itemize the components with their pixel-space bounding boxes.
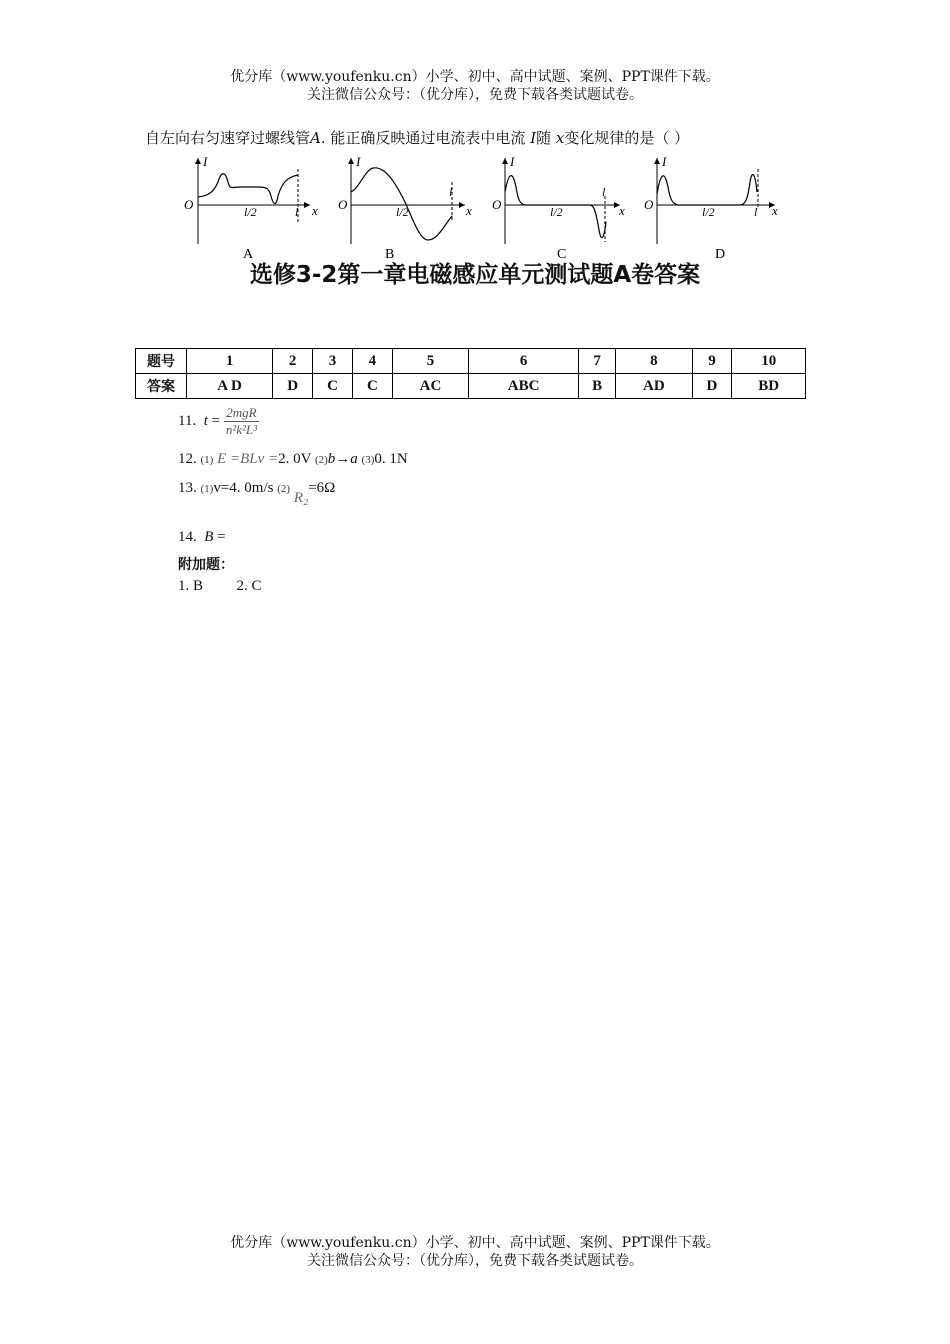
header-line-1: 优分库（www.youfenku.cn）小学、初中、高中试题、案例、PPT课件下载。 xyxy=(230,69,720,85)
q12-equation: E =BLv = xyxy=(217,451,279,467)
q12-part1: (1) xyxy=(200,454,214,466)
row-header-number: 题号 xyxy=(136,349,187,374)
graph-a xyxy=(184,154,318,262)
var-x: x xyxy=(555,129,565,147)
footer-line-1: 优分库（www.youfenku.cn）小学、初中、高中试题、案例、PPT课件下载。 xyxy=(230,1235,720,1251)
graph-a-label: A xyxy=(243,247,254,262)
q14-var: B xyxy=(204,529,214,545)
table-row xyxy=(136,374,806,399)
table-cell: D xyxy=(273,374,313,399)
graph-b-y-label: I xyxy=(356,154,361,169)
graph-c-half: l/2 xyxy=(550,205,563,219)
q13-part2: (2) xyxy=(277,483,291,495)
q11-fraction xyxy=(224,405,259,438)
graph-a-x-label: x xyxy=(312,203,318,218)
graph-d-y-label: I xyxy=(662,154,667,169)
page-title: 选修3-2第一章电磁感应单元测试题A卷答案 xyxy=(249,262,701,288)
table-cell: B xyxy=(579,374,616,399)
q13-label: 13. xyxy=(178,480,197,496)
question-prefix: 自左向右匀速穿过螺线管 xyxy=(145,129,311,147)
graph-c-label: C xyxy=(557,247,567,262)
table-cell: BD xyxy=(732,374,806,399)
table-cell: ABC xyxy=(469,374,579,399)
q13-resistor: R₂ xyxy=(293,490,309,506)
graph-b-x-label: x xyxy=(466,203,472,218)
answer-11 xyxy=(178,405,259,438)
graph-a-origin: O xyxy=(184,197,194,212)
q13-velocity: v=4. 0m/s xyxy=(213,480,274,496)
question-suffix: 变化规律的是（ ） xyxy=(564,129,690,147)
page-header xyxy=(0,68,950,104)
table-cell: C xyxy=(352,374,392,399)
var-a: A xyxy=(310,129,321,147)
extra-title: 附加题： xyxy=(178,557,234,573)
table-cell: 3 xyxy=(313,349,353,374)
extra-answer-2: 2. C xyxy=(236,578,262,594)
graph-c-end: l xyxy=(602,185,606,199)
footer-line-2: 关注微信公众号：（优分库），免费下载各类试题试卷。 xyxy=(307,1253,643,1269)
q12-part3: (3) xyxy=(361,454,375,466)
row-header-answer: 答案 xyxy=(136,374,187,399)
question-mid2: 随 xyxy=(536,129,552,147)
q12-force: 0. 1N xyxy=(374,451,408,467)
var-i: I xyxy=(530,129,537,147)
table-cell: 7 xyxy=(579,349,616,374)
graph-d-half: l/2 xyxy=(702,205,715,219)
answer-13 xyxy=(178,480,336,506)
q12-label: 12. xyxy=(178,451,197,467)
q12-direction: b→a xyxy=(327,451,358,467)
table-cell: 4 xyxy=(352,349,392,374)
table-cell: 2 xyxy=(273,349,313,374)
graph-c-x-label: x xyxy=(619,203,625,218)
table-cell: AC xyxy=(392,374,468,399)
table-cell: 8 xyxy=(616,349,692,374)
table-cell: 1 xyxy=(187,349,273,374)
graph-b-end: l xyxy=(449,185,453,199)
graph-b-label: B xyxy=(385,247,395,262)
table-cell: 5 xyxy=(392,349,468,374)
q12-part2: (2) xyxy=(314,454,328,466)
graph-b-half: l/2 xyxy=(396,205,409,219)
page-footer xyxy=(0,1234,950,1270)
q11-eq: = xyxy=(207,412,221,429)
q11-numerator: 2mgR xyxy=(224,405,259,422)
extra-answers xyxy=(178,578,262,595)
graph-c xyxy=(492,154,625,262)
graph-d-label: D xyxy=(715,247,726,262)
answer-12 xyxy=(178,451,408,468)
q11-label: 11. xyxy=(178,412,197,429)
graph-a-y-label: I xyxy=(203,154,208,169)
q14-eq: = xyxy=(213,529,226,545)
q11-denominator: n²k²L³ xyxy=(225,422,258,437)
q14-label: 14. xyxy=(178,529,197,545)
table-cell: 10 xyxy=(732,349,806,374)
table-cell: A D xyxy=(187,374,273,399)
q13-value: =6Ω xyxy=(308,480,336,496)
table-cell: AD xyxy=(616,374,692,399)
extra-answer-1: 1. B xyxy=(178,578,204,594)
header-line-2: 关注微信公众号：（优分库），免费下载各类试题试卷。 xyxy=(307,87,643,103)
graph-d-end: l xyxy=(754,205,758,219)
graph-a-half: l/2 xyxy=(244,205,257,219)
table-cell: 9 xyxy=(692,349,732,374)
table-row xyxy=(136,349,806,374)
graph-d xyxy=(644,154,778,262)
graph-a-end: l xyxy=(295,205,299,219)
question-text xyxy=(145,127,689,148)
graph-c-y-label: I xyxy=(510,154,515,169)
table-cell: D xyxy=(692,374,732,399)
question-mid: . 能正确反映通过电流表中电流 xyxy=(320,129,526,147)
graph-c-origin: O xyxy=(492,197,502,212)
graph-b xyxy=(338,154,472,262)
answer-14 xyxy=(178,529,226,546)
q13-part1: (1) xyxy=(200,483,214,495)
graph-d-x-label: x xyxy=(772,203,778,218)
graph-d-origin: O xyxy=(644,197,654,212)
table-cell: C xyxy=(313,374,353,399)
answer-table xyxy=(135,348,806,399)
q11-var: t xyxy=(203,412,208,429)
graph-b-origin: O xyxy=(338,197,348,212)
option-graphs xyxy=(170,152,790,264)
q12-value: 2. 0V xyxy=(278,451,312,467)
table-cell: 6 xyxy=(469,349,579,374)
